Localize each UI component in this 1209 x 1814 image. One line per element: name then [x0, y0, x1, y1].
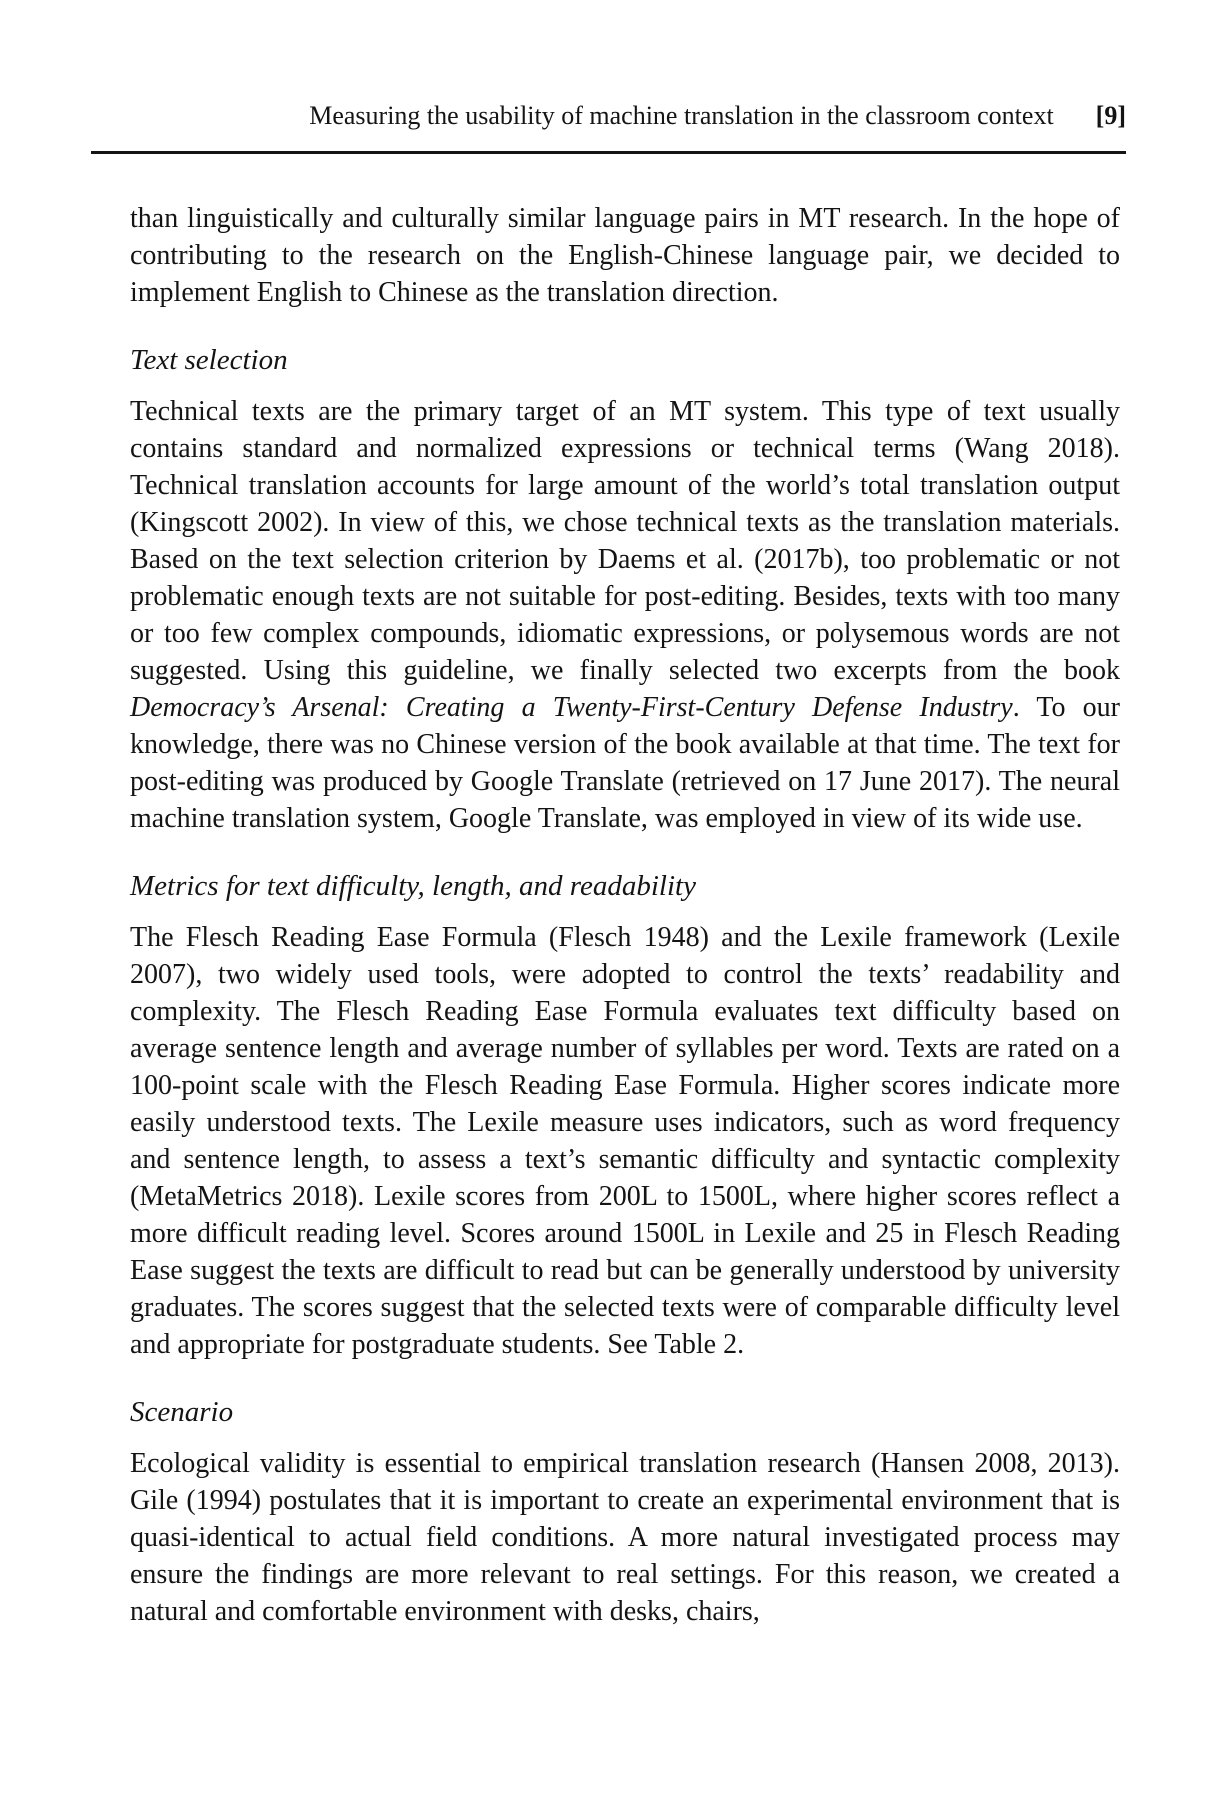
- paragraph-intro: than linguistically and culturally similar language pairs in MT research. In the hope of contributing to the research on the English-Chinese language pair, we decided to implement English to Chinese as the translation direction.: [130, 203, 1120, 308]
- section-heading-scenario: Scenario: [130, 1396, 234, 1428]
- book-title: Democracy’s Arsenal: Creating a Twenty-First-Century Defense Industry: [130, 692, 1013, 723]
- paragraph-metrics: The Flesch Reading Ease Formula (Flesch 1948) and the Lexile framework (Lexile 2007), two widely used tools, were adopted to control the texts’ readability and complexity. The Flesch Reading Ease Formula evaluates text difficulty based on average sentence length and average number of syllables per word. Texts are rated on a 100-point scale with the Flesch Reading Ease Formula. Higher scores indicate more easily understood texts. The Lexile measure uses indicators, such as word frequency and sentence length, to assess a text’s semantic difficulty and syntactic complexity (MetaMetrics 2018). Lexile scores from 200L to 1500L, where higher scores reflect a more difficult reading level. Scores around 1500L in Lexile and 25 in Flesch Reading Ease suggest the texts are difficult to read but can be generally understood by university graduates. The scores suggest that the selected texts were of comparable difficulty level and appropriate for postgraduate students. See Table 2.: [130, 922, 1120, 1360]
- page-header: [130, 100, 1126, 132]
- page-content: [130, 200, 1120, 1630]
- section-heading-text-selection: Text selection: [130, 344, 288, 376]
- text-run-after-book-title: . To our knowledge, there was no Chinese version of the book available at that time. The text for post-editing was produced by Google Translate (retrieved on 17 June 2017). The neural machine translation system, Google Translate, was employed in view of its wide use.: [130, 692, 1120, 834]
- header-rule: [91, 151, 1126, 154]
- paragraph-scenario: Ecological validity is essential to empirical translation research (Hansen 2008, 2013). Gile (1994) postulates that it is important to create an experimental environment that is quasi-identical to actual field conditions. A more natural investigated process may ensure the findings are more relevant to real settings. For this reason, we created a natural and comfortable environment with desks, chairs,: [130, 1448, 1120, 1627]
- page-number: [9]: [1095, 101, 1126, 130]
- section-heading-metrics: Metrics for text difficulty, length, and readability: [130, 870, 696, 902]
- paragraph-text-selection: [130, 393, 1120, 837]
- running-title: Measuring the usability of machine translation in the classroom context: [309, 101, 1054, 130]
- text-run-before-book-title: Technical texts are the primary target of an MT system. This type of text usually contains standard and normalized expressions or technical terms (Wang 2018). Technical translation accounts for large amount of the world’s total translation output (Kingscott 2002). In view of this, we chose technical texts as the translation materials. Based on the text selection criterion by Daems et al. (2017b), too problematic or not problematic enough texts are not suitable for post-editing. Besides, texts with too many or too few complex compounds, idiomatic expressions, or polysemous words are not suggested. Using this guideline, we finally selected two excerpts from the book: [130, 396, 1120, 686]
